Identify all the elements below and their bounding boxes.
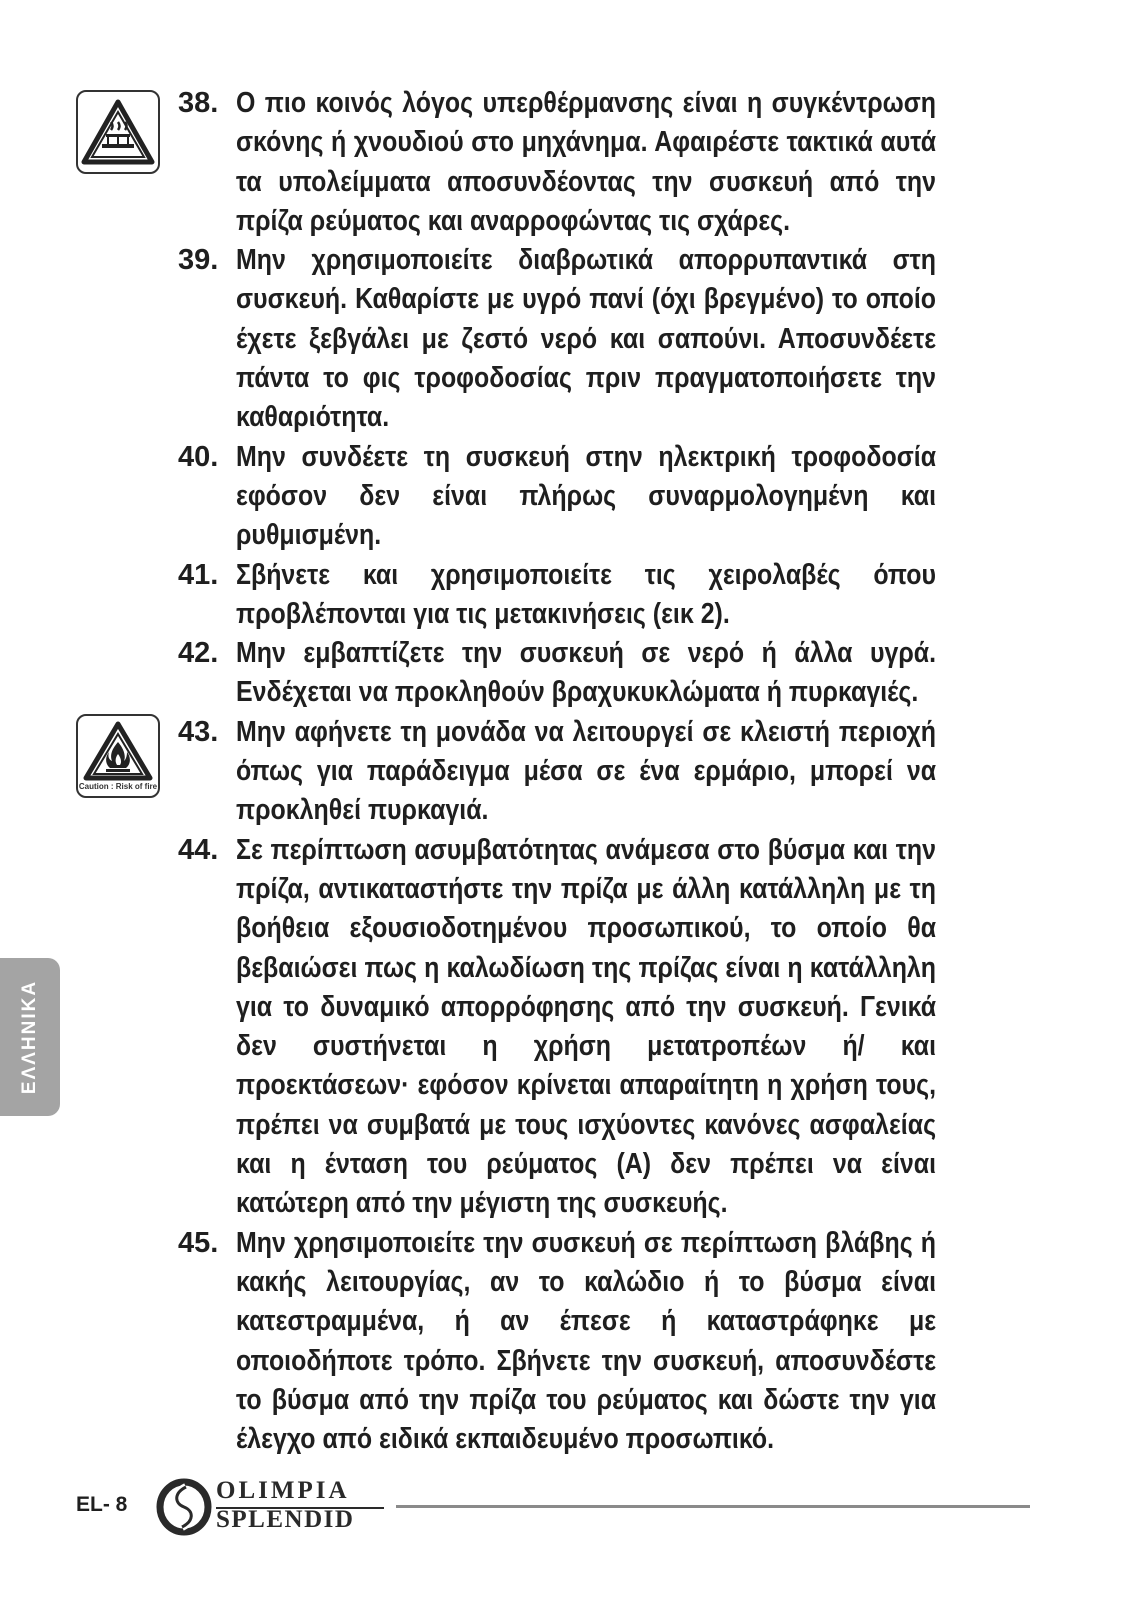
list-item (178, 438, 1050, 556)
logo-text-olimpia: OLIMPIA (216, 1477, 350, 1504)
fire-warning-icon (76, 714, 160, 798)
language-tab-label: ΕΛΛΗΝΙΚΑ (19, 979, 40, 1095)
item-number: 38. (178, 87, 219, 119)
item-text: Μην συνδέετε τη συσκευή στην ηλεκτρική τροφοδοσία εφόσον δεν είναι πλήρως συναρμολογημένη και ρυθμισμένη. (236, 440, 937, 552)
olimpia-splendid-logo (156, 1477, 386, 1537)
item-number: 41. (178, 558, 219, 591)
footer-divider (396, 1505, 1030, 1508)
item-text: Ο πιο κοινός λόγος υπερθέρμανσης είναι η συγκέντρωση σκόνης ή χνουδιού στο μηχάνημα. Αφαιρέστε τακτικά αυτά τα υπολείμματα αποσυνδέοντας την συσκευή από την πρίζα ρεύματος και αναρροφώντας τις σχάρες. (236, 87, 937, 237)
list-item (178, 831, 1050, 1224)
list-item (178, 556, 1050, 635)
item-number: 42. (178, 637, 219, 670)
list-item (178, 713, 1050, 831)
list-item (178, 634, 1050, 713)
item-text: Μην αφήνετε τη μονάδα να λειτουργεί σε κλειστή περιοχή όπως για παράδειγμα μέσα σε ένα ερμάριο, μπορεί να προκληθεί πυρκαγιά. (236, 715, 937, 827)
logo-text-splendid: SPLENDID (216, 1506, 355, 1533)
item-text: Μην χρησιμοποιείτε διαβρωτικά απορρυπαντικά στη συσκευή. Καθαρίστε με υγρό πανί (όχι βρεγμένο) το οποίο έχετε ξεβγάλει με ζεστό νερό και σαπούνι. Αποσυνδέετε πάντα το φις τροφοδοσίας πριν πραγματοποιήσετε την καθαριότητα. (236, 244, 937, 434)
item-number: 40. (178, 440, 219, 473)
item-text: Σβήνετε και χρησιμοποιείτε τις χειρολαβές όπου προβλέπονται για τις μετακινήσεις (εικ 2). (236, 558, 937, 630)
item-number: 44. (178, 833, 219, 866)
list-item (178, 241, 1050, 437)
item-text: Μην χρησιμοποιείτε την συσκευή σε περίπτωση βλάβης ή κακής λειτουργίας, αν το καλώδιο ή το βύσμα είναι κατεστραμμένα, ή αν έπεσε ή καταστράφηκε με οποιοδήποτε τρόπο. Σβήνετε την συσκευή, αποσυνδέστε το βύσμα από την πρίζα του ρεύματος και δώστε την για έλεγχο από ειδικά εκπαιδευμένο προσωπικό. (236, 1226, 937, 1456)
item-number: 39. (178, 244, 219, 277)
list-item (178, 1224, 1050, 1460)
list-item (178, 84, 1050, 241)
item-text: Σε περίπτωση ασυμβατότητας ανάμεσα στο βύσμα και την πρίζα, αντικαταστήστε την πρίζα με άλλη κατάλληλη με τη βοήθεια εξουσιοδοτημένου προσωπικού, το οποίο θα βεβαιώσει πως η καλωδίωση της πρίζας είναι η κατάλληλη για το δυναμικό απορρόφησης από την συσκευή. Γενικά δεν συστήνεται η χρήση μετατροπέων ή/ και προεκτάσεων· εφόσον κρίνεται απαραίτητη η χρήση τους, πρέπει να συμβατά με τους ισχύοντες κανόνες ασφαλείας και η ένταση του ρεύματος (A) δεν πρέπει να είναι κατώτερη από την μέγιστη της συσκευής. (236, 833, 937, 1220)
logo-o-mark-icon (156, 1477, 212, 1537)
item-text: Μην εμβαπτίζετε την συσκευή σε νερό ή άλλα υγρά. Ενδέχεται να προκληθούν βραχυκυκλώματα ή πυρκαγιές. (236, 637, 937, 709)
safety-instructions-list (178, 84, 1050, 1459)
language-side-tab (0, 958, 60, 1116)
page-number: EL- 8 (76, 1493, 128, 1516)
item-number: 45. (178, 1226, 219, 1259)
hot-surface-warning-icon (76, 90, 160, 174)
fire-warning-caption: Caution : Risk of fire (78, 782, 158, 791)
item-number: 43. (178, 715, 219, 748)
